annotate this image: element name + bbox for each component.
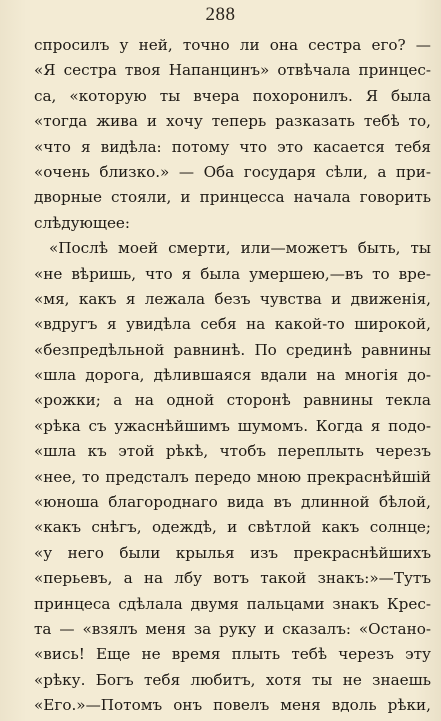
text-line: «вись! Еще не время плыть тебѣ черезъ эту [34, 645, 431, 664]
text-line: «у него были крылья изъ прекраснѣйшихъ [34, 543, 431, 562]
text-line: «юноша благороднаго вида въ длинной бѣлой, [34, 493, 431, 512]
text-line: «Послѣ моей смерти, или—можетъ быть, ты [49, 239, 431, 258]
text-line: «нее, то предсталъ передо мною прекраснѣйшій [34, 467, 431, 486]
text-line: «какъ снѣгъ, одеждѣ, и свѣтлой какъ солнце; [34, 518, 431, 537]
body-text [34, 33, 431, 719]
text-line: «Его.»—Потомъ онъ повелъ меня вдоль рѣки, [34, 696, 431, 715]
text-line: са, «которую ты вчера похоронилъ. Я была [34, 86, 431, 105]
text-line: «шла дорога, дѣлившаяся вдали на многія до- [34, 366, 431, 385]
text-line: «вдругъ я увидѣла себя на какой-то широкой, [34, 315, 431, 334]
text-line: «мя, какъ я лежала безъ чувства и движенія, [34, 289, 431, 308]
text-line: «шла къ этой рѣкѣ, чтобъ переплыть черезъ [34, 442, 431, 461]
text-line: «не вѣришь, что я была умершею,—въ то вре- [34, 264, 431, 283]
text-line: спросилъ у ней, точно ли она сестра его? — [34, 36, 431, 54]
text-line: «перьевъ, а на лбу вотъ такой знакъ:»—Тутъ [34, 569, 431, 588]
text-line: «тогда жива и хочу теперь разказать тебѣ то, [34, 112, 431, 131]
text-line: «рѣку. Богъ тебя любитъ, хотя ты не знаешь [34, 670, 431, 689]
text-line: слѣдующее: [34, 213, 131, 232]
text-line: «очень близко.» — Оба государя сѣли, а при- [34, 162, 431, 181]
text-line: «рожки; а на одной сторонѣ равнины текла [34, 391, 431, 410]
page-number: 288 [205, 4, 236, 25]
text-line: «что я видѣла: потому что это касается тебя [34, 137, 431, 156]
text-line: «безпредѣльной равнинѣ. По срединѣ равнины [34, 340, 431, 359]
text-line: дворные стояли, и принцесса начала говорить [34, 188, 431, 207]
text-line: та — «взялъ меня за руку и сказалъ: «Остано- [34, 619, 431, 638]
text-line: «рѣка съ ужаснѣйшимъ шумомъ. Когда я подо- [34, 416, 431, 435]
text-line: «Я сестра твоя Напанцинъ» отвѣчала принцес- [34, 61, 431, 80]
text-line: принцеса сдѣлала двумя пальцами знакъ Крес- [34, 594, 431, 613]
